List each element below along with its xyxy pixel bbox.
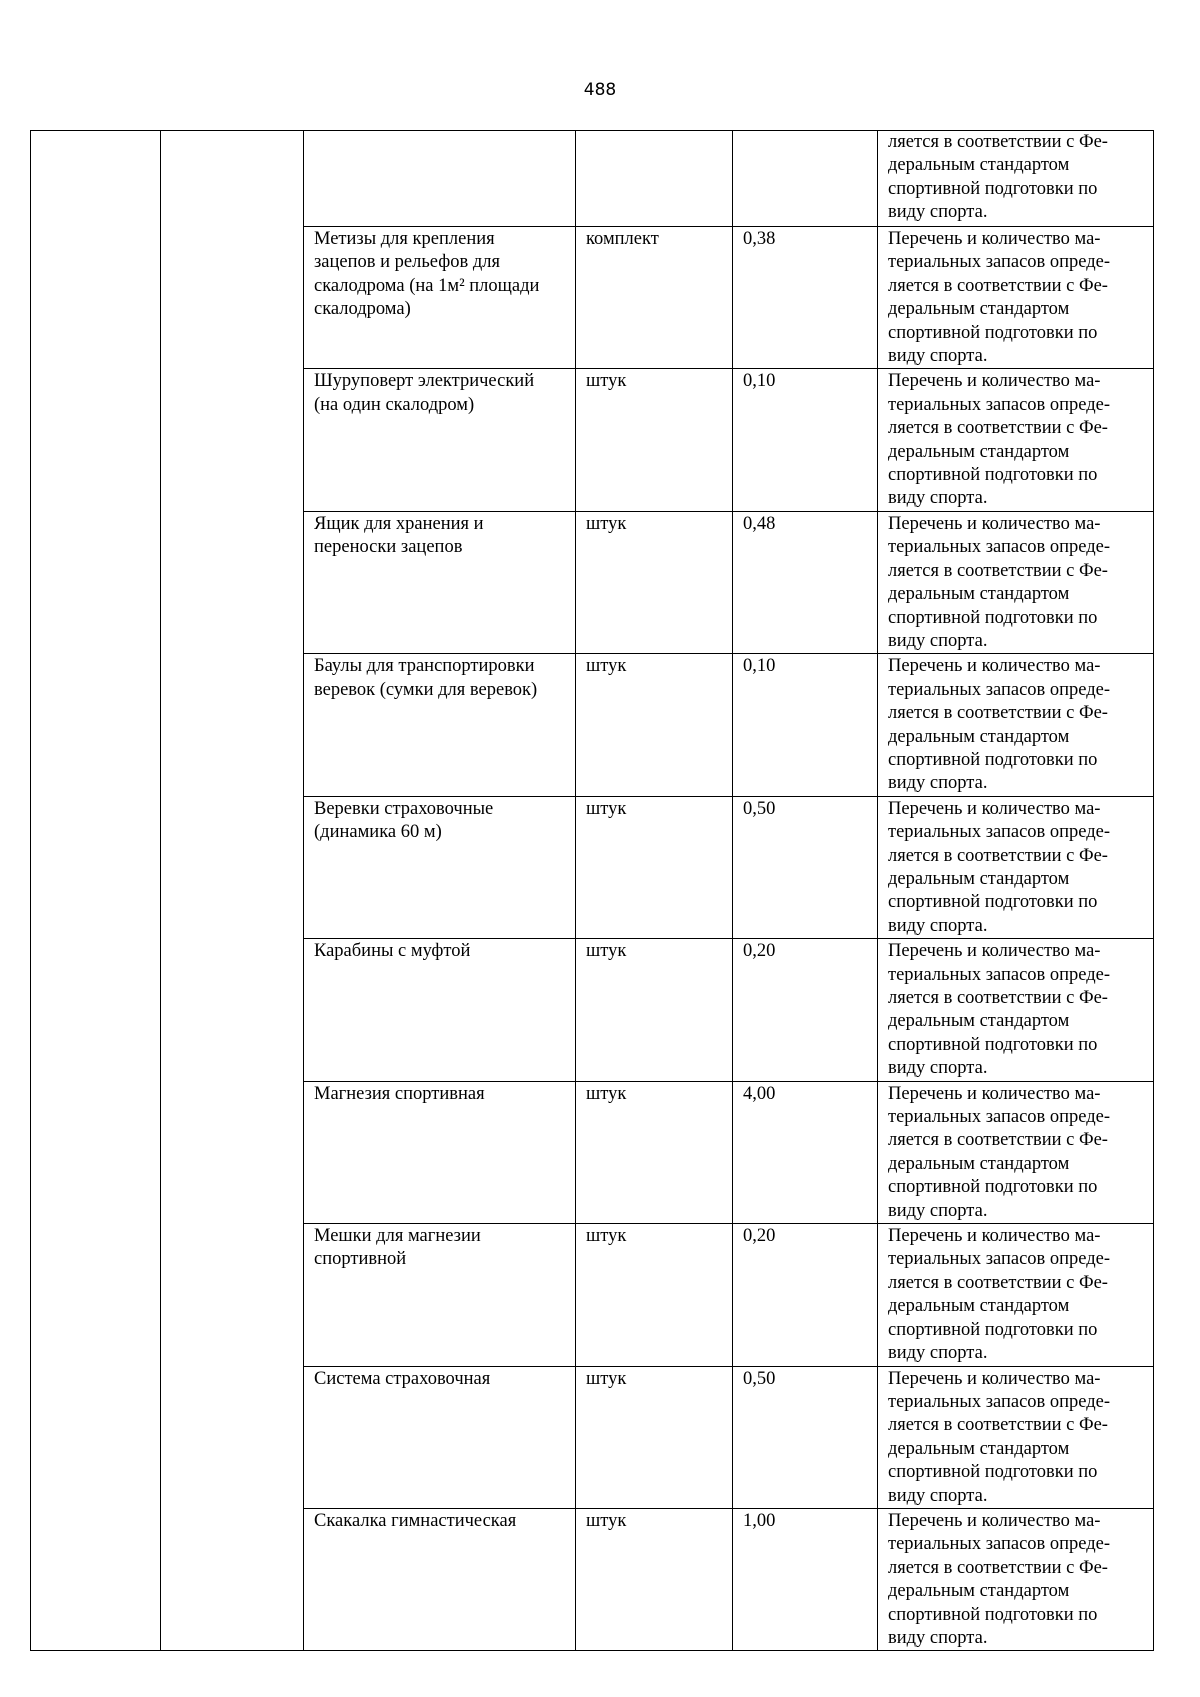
item-name-cell (304, 131, 576, 227)
item-name-text: Скакалка гимнастическая (314, 1510, 517, 1531)
quantity-text: 4,00 (743, 1083, 776, 1104)
page-number: 488 (583, 80, 617, 100)
item-name-cell (304, 369, 576, 511)
quantity-text: 1,00 (743, 1510, 776, 1531)
note-cell (878, 1224, 1154, 1366)
unit-cell (576, 1081, 733, 1223)
unit-text: штук (586, 656, 627, 677)
note-cell (878, 511, 1154, 653)
unit-cell (576, 1508, 733, 1650)
quantity-cell (733, 1508, 878, 1650)
note-cell (878, 796, 1154, 938)
item-name-cell (304, 1081, 576, 1223)
table-row-continuation (31, 131, 1154, 227)
quantity-cell (733, 796, 878, 938)
note-text: Перечень и количество ма- териальных запасов опреде- ляется в соответствии с Фе- деральным стандартом спортивной подготовки по виду спорта. (888, 1083, 1111, 1221)
note-cell (878, 1508, 1154, 1650)
unit-cell (576, 1366, 733, 1508)
unit-cell (576, 654, 733, 796)
item-name-text: Мешки для магнезии спортивной (314, 1226, 481, 1270)
item-name-text: Система страховочная (314, 1368, 491, 1389)
unit-text: штук (586, 941, 627, 962)
item-name-cell (304, 796, 576, 938)
item-name-cell (304, 654, 576, 796)
note-text: Перечень и количество ма- териальных запасов опреде- ляется в соответствии с Фе- деральным стандартом спортивной подготовки по виду спорта. (888, 371, 1111, 509)
item-name-cell (304, 1508, 576, 1650)
item-name-text: Карабины с муфтой (314, 941, 471, 962)
note-text: Перечень и количество ма- териальных запасов опреде- ляется в соответствии с Фе- деральным стандартом спортивной подготовки по виду спорта. (888, 513, 1111, 651)
unit-text: штук (586, 798, 627, 819)
item-name-cell (304, 1224, 576, 1366)
note-cell (878, 939, 1154, 1081)
note-text: Перечень и количество ма- териальных запасов опреде- ляется в соответствии с Фе- деральным стандартом спортивной подготовки по виду спорта. (888, 656, 1111, 794)
unit-text: штук (586, 371, 627, 392)
note-cell (878, 654, 1154, 796)
item-name-text: Баулы для транспортировки веревок (сумки для веревок) (314, 656, 538, 700)
quantity-text: 0,48 (743, 513, 776, 534)
quantity-text: 0,50 (743, 798, 776, 819)
item-name-cell (304, 1366, 576, 1508)
note-text: Перечень и количество ма- териальных запасов опреде- ляется в соответствии с Фе- деральным стандартом спортивной подготовки по виду спорта. (888, 229, 1111, 367)
quantity-text: 0,20 (743, 1226, 776, 1247)
quantity-cell (733, 1366, 878, 1508)
quantity-text: 0,38 (743, 229, 776, 249)
unit-cell (576, 369, 733, 511)
blank-cell-1 (31, 131, 161, 1651)
item-name-cell (304, 511, 576, 653)
unit-cell (576, 1224, 733, 1366)
quantity-cell (733, 1224, 878, 1366)
unit-cell (576, 131, 733, 227)
note-text: ляется в соответствии с Фе- деральным стандартом спортивной подготовки по виду спорта. (888, 132, 1108, 223)
unit-cell (576, 939, 733, 1081)
quantity-cell (733, 227, 878, 369)
quantity-cell (733, 1081, 878, 1223)
item-name-text: Магнезия спортивная (314, 1083, 485, 1104)
unit-text: штук (586, 1226, 627, 1247)
note-text: Перечень и количество ма- териальных запасов опреде- ляется в соответствии с Фе- деральным стандартом спортивной подготовки по виду спорта. (888, 941, 1111, 1079)
item-name-cell (304, 227, 576, 369)
quantity-cell (733, 939, 878, 1081)
note-cell (878, 1081, 1154, 1223)
item-name-text: Ящик для хранения и переноски зацепов (314, 513, 484, 558)
unit-text: комплект (586, 229, 659, 249)
quantity-text: 0,10 (743, 371, 776, 392)
quantity-text: 0,10 (743, 656, 776, 677)
quantity-text: 0,50 (743, 1368, 776, 1389)
note-cell (878, 227, 1154, 369)
item-name-cell (304, 939, 576, 1081)
unit-cell (576, 796, 733, 938)
item-name-text: Шуруповерт электрический (на один скалодром) (314, 371, 535, 415)
quantity-cell (733, 511, 878, 653)
note-text: Перечень и количество ма- териальных запасов опреде- ляется в соответствии с Фе- деральным стандартом спортивной подготовки по виду спорта. (888, 1368, 1111, 1506)
quantity-text: 0,20 (743, 941, 776, 962)
note-cell (878, 1366, 1154, 1508)
unit-text: штук (586, 1083, 627, 1104)
item-name-text: Метизы для крепления зацепов и рельефов для скалодрома (на 1м² площади скалодрома) (314, 229, 540, 320)
note-cell (878, 131, 1154, 227)
unit-cell (576, 227, 733, 369)
blank-cell-2 (161, 131, 304, 1651)
quantity-cell (733, 131, 878, 227)
unit-cell (576, 511, 733, 653)
unit-text: штук (586, 513, 627, 534)
note-cell (878, 369, 1154, 511)
unit-text: штук (586, 1368, 627, 1389)
item-name-text: Веревки страховочные (динамика 60 м) (314, 798, 494, 843)
note-text: Перечень и количество ма- териальных запасов опреде- ляется в соответствии с Фе- деральным стандартом спортивной подготовки по виду спорта. (888, 1510, 1111, 1648)
unit-text: штук (586, 1510, 627, 1531)
quantity-cell (733, 654, 878, 796)
note-text: Перечень и количество ма- териальных запасов опреде- ляется в соответствии с Фе- деральным стандартом спортивной подготовки по виду спорта. (888, 798, 1111, 936)
quantity-cell (733, 369, 878, 511)
note-text: Перечень и количество ма- териальных запасов опреде- ляется в соответствии с Фе- деральным стандартом спортивной подготовки по виду спорта. (888, 1226, 1111, 1364)
equipment-table (30, 130, 1154, 1651)
